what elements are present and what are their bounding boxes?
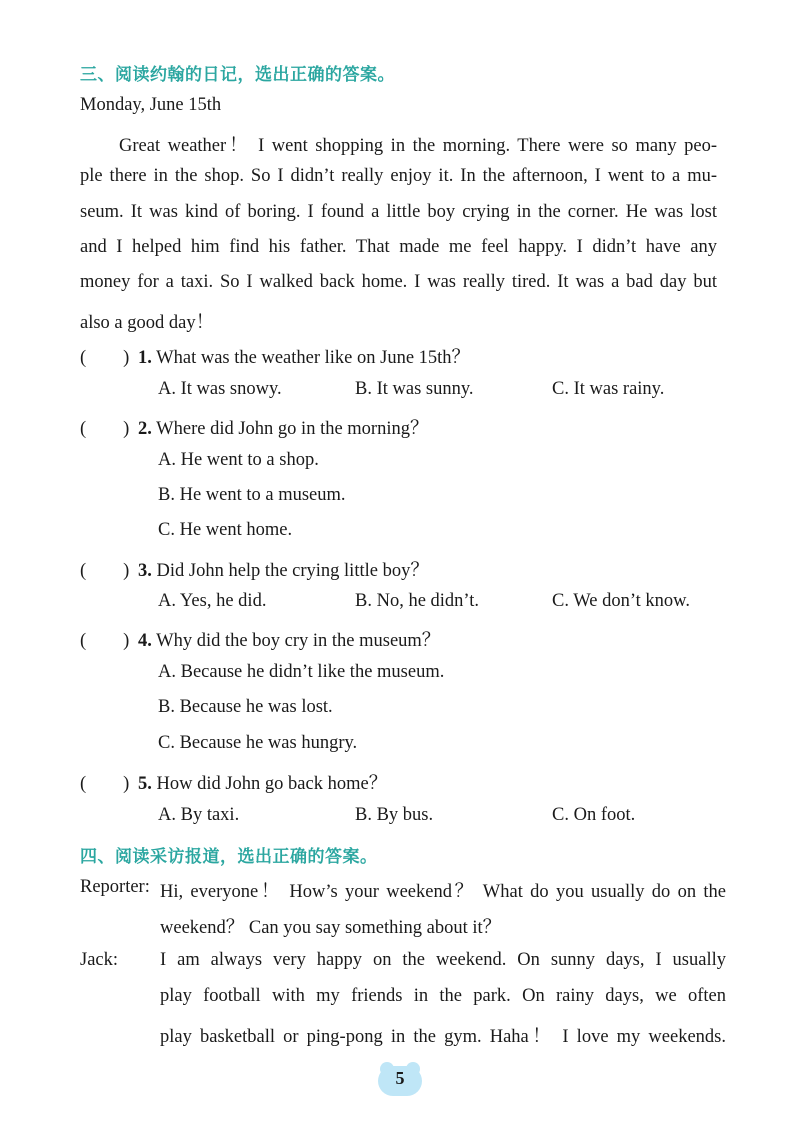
option-b: B. No, he didn’t.	[355, 591, 480, 611]
option-c: C. Because he was hungry.	[158, 733, 358, 753]
answer-blank[interactable]: ( )	[80, 419, 130, 439]
question-2: 2. Where did John go in the morning？	[138, 419, 429, 439]
dialogue-line: weekend？ Can you say something about it？	[160, 918, 502, 938]
option-a: A. Yes, he did.	[158, 591, 267, 611]
diary-line: Great weather！ I went shopping in the morning. There were so many peo-	[119, 136, 717, 156]
page-number-badge	[378, 1062, 422, 1096]
option-a: A. By taxi.	[158, 805, 240, 825]
question-5: 5. How did John go back home？	[138, 774, 388, 794]
question-3: 3. Did John help the crying little boy？	[138, 561, 429, 581]
option-a: A. Because he didn’t like the museum.	[158, 662, 445, 682]
option-c: C. We don’t know.	[552, 591, 690, 611]
page-number: 5	[395, 1068, 405, 1088]
option-c: C. He went home.	[158, 520, 293, 540]
option-c: C. On foot.	[552, 805, 636, 825]
diary-line: ple there in the shop. So I didn’t really enjoy it. In the afternoon, I went to a mu-	[80, 166, 717, 186]
option-c: C. It was rainy.	[552, 379, 665, 399]
speaker-label: Jack:	[80, 950, 119, 970]
question-4: 4. Why did the boy cry in the museum？	[138, 631, 441, 651]
diary-line: also a good day！	[80, 313, 215, 333]
dialogue-line: Hi, everyone！ How’s your weekend？ What do you usually do on the	[160, 882, 726, 902]
option-a: A. He went to a shop.	[158, 450, 319, 470]
dialogue-line: play football with my friends in the park. On rainy days, we often	[160, 986, 726, 1006]
dialogue-line: play basketball or ping-pong in the gym. Haha！ I love my weekends.	[160, 1027, 726, 1047]
option-b: B. By bus.	[355, 805, 434, 825]
diary-line: and I helped him find his father. That made me feel happy. I didn’t have any	[80, 237, 717, 257]
speaker-label: Reporter:	[80, 877, 150, 897]
option-a: A. It was snowy.	[158, 379, 282, 399]
answer-blank[interactable]: ( )	[80, 631, 130, 651]
option-b: B. Because he was lost.	[158, 697, 333, 717]
answer-blank[interactable]: ( )	[80, 348, 130, 368]
answer-blank[interactable]: ( )	[80, 561, 130, 581]
option-b: B. He went to a museum.	[158, 485, 346, 505]
diary-date: Monday, June 15th	[80, 95, 222, 115]
dialogue-line: I am always very happy on the weekend. On sunny days, I usually	[160, 950, 726, 970]
option-b: B. It was sunny.	[355, 379, 474, 399]
diary-line: money for a taxi. So I walked back home. I was really tired. It was a bad day but	[80, 272, 717, 292]
section-4-title: 四、阅读采访报道，选出正确的答案。	[80, 847, 378, 867]
diary-line: seum. It was kind of boring. I found a little boy crying in the corner. He was lost	[80, 202, 717, 222]
section-3-title: 三、阅读约翰的日记，选出正确的答案。	[80, 65, 395, 85]
question-1: 1. What was the weather like on June 15th？	[138, 348, 471, 368]
answer-blank[interactable]: ( )	[80, 774, 130, 794]
